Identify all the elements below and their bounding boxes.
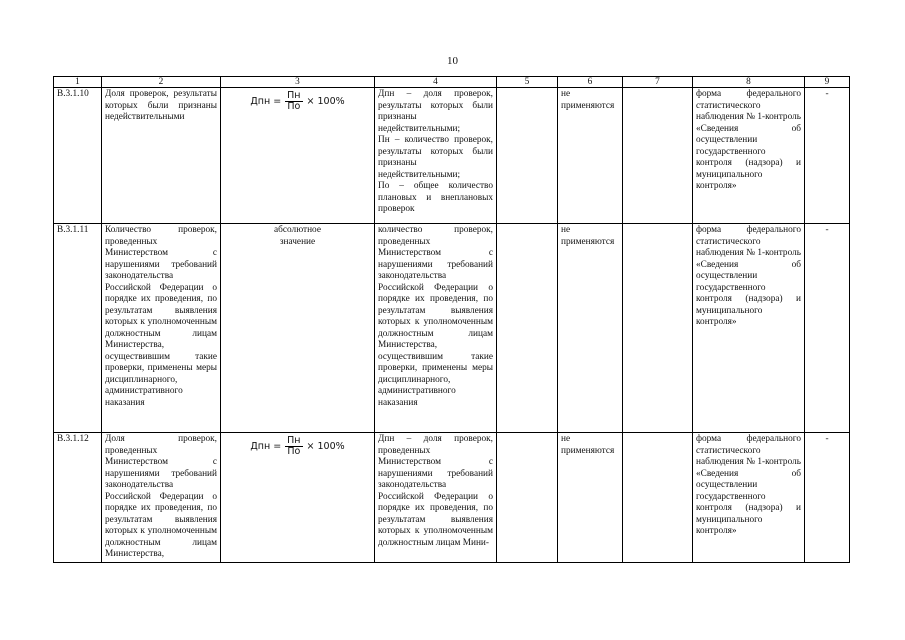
absolute-value-label: абсолютное значение — [274, 225, 321, 247]
column-6-cell: не применяются — [558, 433, 623, 563]
indicators-table — [53, 76, 850, 563]
header-cell: 5 — [497, 77, 558, 88]
indicator-code: В.3.1.10 — [54, 88, 102, 224]
data-source: форма федерального статистического наблюдения № 1-контроль «Сведения об осуществлении государственного контроля (надзора) и муниципального контроля» — [693, 224, 805, 433]
header-cell: 8 — [693, 77, 805, 88]
table-row — [54, 88, 850, 224]
column-6-cell: не применяются — [558, 88, 623, 224]
column-5-cell — [497, 433, 558, 563]
indicator-code: В.3.1.12 — [54, 433, 102, 563]
column-9-cell: - — [805, 433, 850, 563]
column-9-cell: - — [805, 88, 850, 224]
header-cell: 4 — [375, 77, 497, 88]
indicator-description: количество проверок, проведенных Министерством с нарушениями требований законодательства Российской Федерации о порядке их проведения, по результатам выявления которых к уполномоченным должностным лицам Министерства, осуществившим такие проверки, применены меры дисциплинарного, административного наказания — [375, 224, 497, 433]
indicator-code: В.3.1.11 — [54, 224, 102, 433]
formula-numerator: Пн — [287, 90, 301, 101]
column-6-cell: не применяются — [558, 224, 623, 433]
header-cell: 2 — [102, 77, 221, 88]
column-9-cell: - — [805, 224, 850, 433]
calculation-formula — [221, 88, 375, 224]
table-row — [54, 433, 850, 563]
header-row — [54, 77, 850, 88]
table-row — [54, 224, 850, 433]
formula-rhs: × 100% — [306, 440, 345, 452]
column-5-cell — [497, 88, 558, 224]
formula-lhs: Дпн = — [250, 440, 282, 452]
calculation-method — [221, 224, 375, 433]
formula-lhs: Дпн = — [250, 95, 282, 107]
page-number: 10 — [447, 55, 458, 67]
column-5-cell — [497, 224, 558, 433]
calculation-formula — [221, 433, 375, 563]
data-source: форма федерального статистического наблюдения № 1-контроль «Сведения об осуществлении государственного контроля (надзора) и муниципального контроля» — [693, 433, 805, 563]
indicator-description: Дпн – доля проверок, проведенных Министерством с нарушениями требований законодательства Российской Федерации о порядке их проведения, по результатам выявления которых к уполномоченным должностным лицам Мини- — [375, 433, 497, 563]
header-cell: 6 — [558, 77, 623, 88]
formula-denominator: По — [287, 101, 301, 112]
data-source: форма федерального статистического наблюдения № 1-контроль «Сведения об осуществлении государственного контроля (надзора) и муниципального контроля» — [693, 88, 805, 224]
indicator-description: Дпн – доля проверок, результаты которых были признаны недействительными; Пн – количество проверок, результаты которых были признаны недействительными; По – общее количество плановых и внеплановых проверок — [375, 88, 497, 224]
column-7-cell — [623, 224, 693, 433]
formula-denominator: По — [287, 446, 301, 457]
formula-rhs: × 100% — [306, 95, 345, 107]
column-7-cell — [623, 88, 693, 224]
formula-numerator: Пн — [287, 435, 301, 446]
header-cell: 3 — [221, 77, 375, 88]
column-7-cell — [623, 433, 693, 563]
indicator-name: Количество проверок, проведенных Министерством с нарушениями требований законодательства Российской Федерации о порядке их проведения, по результатам выявления которых к уполномоченным должностным лицам Министерства, осуществившим такие проверки, применены меры дисциплинарного, административного наказания — [102, 224, 221, 433]
header-cell: 9 — [805, 77, 850, 88]
header-cell: 7 — [623, 77, 693, 88]
indicator-name: Доля проверок, результаты которых были признаны недействительными — [102, 88, 221, 224]
header-cell: 1 — [54, 77, 102, 88]
indicator-name: Доля проверок, проведенных Министерством с нарушениями требований законодательства Российской Федерации о порядке их проведения, по результатам выявления которых к уполномоченным должностным лицам Министерства, — [102, 433, 221, 563]
